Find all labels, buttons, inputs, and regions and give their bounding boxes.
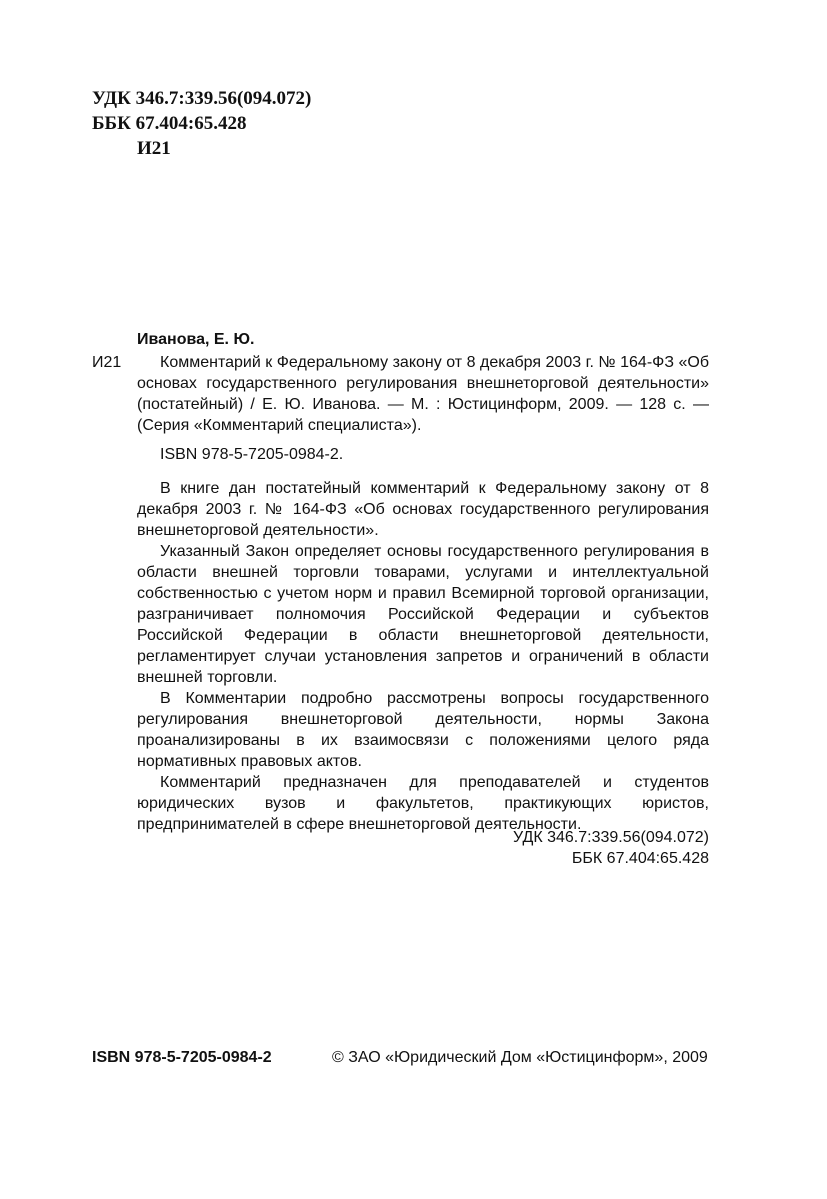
record-author-mark: И21 [92,354,122,371]
footer-isbn: ISBN 978-5-7205-0984-2 [92,1049,272,1066]
record-classification [513,827,709,869]
annotation-paragraph: В Комментарии подробно рассмотрены вопросы государственного регулирования внешнеторговой деятельности, нормы Закона проанализированы в их взаимосвязи с положениями целого ряда нормативных правовых актов. [137,690,709,770]
author-mark: И21 [137,138,171,159]
annotation-paragraph: Указанный Закон определяет основы государственного регулирования в области внешней торговли товарами, услугами и интеллектуальной собственностью с учетом норм и правил Всемирной торговой организации, разграничивает полномочия Российской Федерации и субъектов Российской Федерации в области внешнеторговой деятельности, регламентирует случаи установления запретов и ограничений в области внешней торговли. [137,543,709,686]
record-udk: УДК 346.7:339.56(094.072) [513,829,709,846]
bibliographic-description-text: Комментарий к Федеральному закону от 8 декабря 2003 г. № 164-ФЗ «Об основах государственного регулирования внешнеторговой деятельности» (постатейный) / Е. Ю. Иванова. — М. : Юстицинформ, 2009. — 128 с. — (Серия «Комментарий специалиста»). [137,354,709,434]
bbk-code: ББК 67.404:65.428 [92,113,247,134]
udk-code: УДК 346.7:339.56(094.072) [92,88,312,109]
author-heading: Иванова, Е. Ю. [137,331,255,348]
annotation-paragraph: В книге дан постатейный комментарий к Федеральному закону от 8 декабря 2003 г. № 164-ФЗ «Об основах государственного регулирования внешнеторговой деятельности». [137,480,709,539]
classification-block [92,86,311,161]
bibliographic-description [137,352,709,436]
annotation [137,478,709,835]
footer-copyright: © ЗАО «Юридический Дом «Юстицинформ», 2009 [332,1049,708,1066]
isbn-block [137,444,709,465]
isbn-text: ISBN 978-5-7205-0984-2. [160,446,344,463]
annotation-paragraph: Комментарий предназначен для преподавателей и студентов юридических вузов и факультетов, практикующих юристов, предпринимателей в сфере внешнеторговой деятельности. [137,774,709,833]
footer [92,1048,722,1068]
record-bbk: ББК 67.404:65.428 [571,850,709,867]
